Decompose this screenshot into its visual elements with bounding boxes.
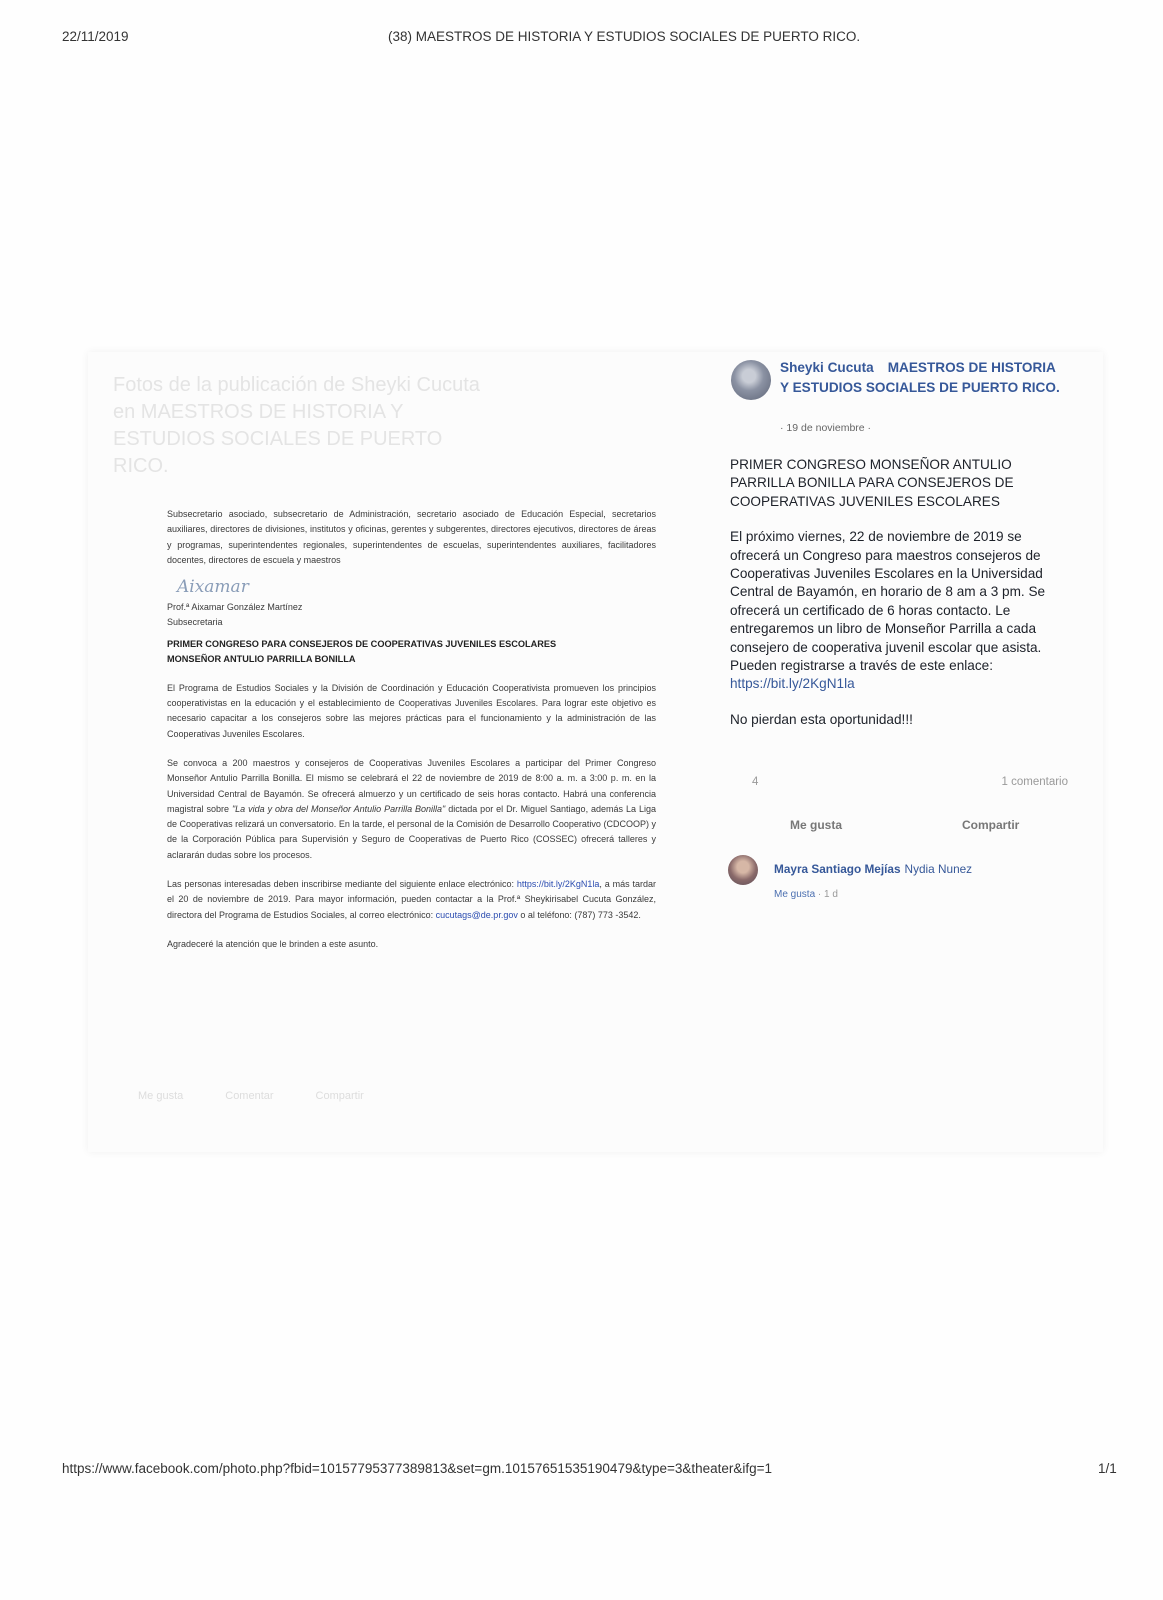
photo-panel: [88, 352, 738, 1152]
photo-actions: [138, 1090, 364, 1102]
letter-paragraph-1: El Programa de Estudios Sociales y la División de Coordinación y Educación Cooperativista promueven los principios cooperativistas en la educación y el establecimiento de Cooperativas Juveniles Escolares. Para lograr este objetivo es necesario capacitar a los consejeros sobre las mejores prácticas para el funcionamiento y la administración de las Cooperativas Juveniles Escolares.: [167, 682, 656, 739]
signature: Aixamar: [177, 577, 249, 598]
letter-closing: Agradeceré la atención que le brinden a este asunto.: [167, 938, 379, 949]
print-url: https://www.facebook.com/photo.php?fbid=10157795377389813&set=gm.10157651535190479&type=3&theater&ifg=1: [62, 1461, 773, 1476]
post-body: [730, 456, 1065, 729]
photo-share-button[interactable]: Compartir: [315, 1090, 364, 1102]
comment-like-button[interactable]: Me gusta: [774, 889, 816, 900]
comment-author[interactable]: Mayra Santiago Mejías: [774, 862, 901, 876]
post-link[interactable]: https://bit.ly/2KgN1la: [730, 676, 855, 692]
like-button[interactable]: Me gusta: [790, 818, 843, 832]
post-closing: No pierdan esta oportunidad!!!: [730, 711, 913, 727]
letter-addressees: Subsecretario asociado, subsecretario de Administración, secretario asociado de Educación Especial, secretarios auxiliares, directores de divisiones, institutos y oficinas, gerentes y subgerentes, directores ejecutivos, directores de áreas y programas, superintendentes regionales, superintendentes de escuelas, superintendentes auxiliares, facilitadores docentes, directores de escuela y maestros: [167, 509, 656, 565]
commenter-avatar[interactable]: [728, 855, 758, 885]
reactions-count[interactable]: 4: [752, 776, 759, 788]
print-date: 22/11/2019: [62, 29, 129, 44]
photo-caption: Fotos de la publicación de Sheyki Cucuta en MAESTROS DE HISTORIA Y ESTUDIOS SOCIALES DE PUERTO RICO.: [113, 374, 480, 477]
letter-paragraph-2: Se convoca a 200 maestros y consejeros de Cooperativas Juveniles Escolares a participar del Primer Congreso Monseñor Antulio Parrilla Bonilla. El mismo se celebrará el 22 de noviembre de 2019 de 8:00 a. m. a 3:00 p. m. en la Universidad Central de Bayamón. Se ofrecerá almuerzo y un certificado de seis horas contacto. Habrá una conferencia magistral sobre "La vida y obra del Monseñor Antulio Parrilla Bonilla" dictada por el Dr. Miguel Santiago, además La Liga de Cooperativas relizará un conversatorio. En la tarde, el personal de la Comisión de Desarrollo Cooperativo (CDCOOP) y de la Corporación Pública para Supervisión y Seguro de Cooperativas de Puerto Rico (COSSEC) ofrecerá talleres y aclararán dudas sobre los procesos.: [167, 757, 656, 860]
letter-heading-line1: PRIMER CONGRESO PARA CONSEJEROS DE COOPERATIVAS JUVENILES ESCOLARES: [167, 638, 557, 649]
letter-link: https://bit.ly/2KgN1la: [516, 879, 600, 890]
letter-signer-name: Prof.ª Aixamar González Martínez: [167, 602, 303, 613]
letter-email: cucutags@de.pr.gov: [435, 909, 518, 920]
author-name-link[interactable]: Sheyki Cucuta: [780, 360, 874, 375]
reactions-row: [752, 776, 1068, 788]
photo-comment-button[interactable]: Comentar: [225, 1090, 274, 1102]
author-avatar[interactable]: [731, 360, 771, 400]
print-page-count: 1/1: [1098, 1461, 1117, 1476]
photo-like-button[interactable]: Me gusta: [138, 1090, 184, 1102]
post-title: PRIMER CONGRESO MONSEÑOR ANTULIO PARRILLA BONILLA PARA CONSEJEROS DE COOPERATIVAS JUVENILES ESCOLARES: [730, 457, 1014, 509]
post-panel: [728, 352, 1103, 1152]
comments-count[interactable]: 1 comentario: [1001, 776, 1068, 788]
comment: [774, 862, 972, 876]
photo-theater: [88, 352, 1103, 1152]
post-action-bar: [790, 818, 1066, 832]
comment-meta: [774, 889, 838, 900]
post-date[interactable]: · 19 de noviembre ·: [780, 422, 872, 434]
post-text: El próximo viernes, 22 de noviembre de 2019 se ofrecerá un Congreso para maestros consejeros de Cooperativas Juveniles Escolares en la Universidad Central de Bayamón, en horario de 8 am a 3 pm. Se ofrecerá un certificado de 6 horas contacto. Le entregaremos un libro de Monseñor Parrilla a cada consejero de cooperativa juvenil escolar que asista. Pueden registrarse a través de este enlace:: [730, 529, 1046, 674]
comment-text[interactable]: Nydia Nunez: [904, 862, 973, 876]
print-page-title: (38) MAESTROS DE HISTORIA Y ESTUDIOS SOCIALES DE PUERTO RICO.: [388, 29, 861, 44]
group-name-link[interactable]: MAESTROS DE HISTORIA Y ESTUDIOS SOCIALES DE PUERTO RICO.: [780, 360, 1060, 395]
letter-paragraph-3: Las personas interesadas deben inscribirse mediante del siguiente enlace electrónico: https://bit.ly/2KgN1la, a más tardar el 20 de noviembre de 2019. Para mayor información, pueden contactar a la Prof.ª Sheykirisabel Cucuta González, directora del Programa de Estudios Sociales, al correo electrónico: cucutags@de.pr.gov o al teléfono: (787) 773 -3542.: [167, 879, 656, 920]
letter-heading-line2: MONSEÑOR ANTULIO PARRILLA BONILLA: [167, 653, 356, 664]
letter-document: [167, 507, 656, 952]
comment-time: · 1 d: [815, 889, 838, 900]
share-button[interactable]: Compartir: [962, 818, 1020, 832]
post-author-line: [780, 358, 1060, 398]
letter-signer-title: Subsecretaria: [167, 617, 223, 628]
